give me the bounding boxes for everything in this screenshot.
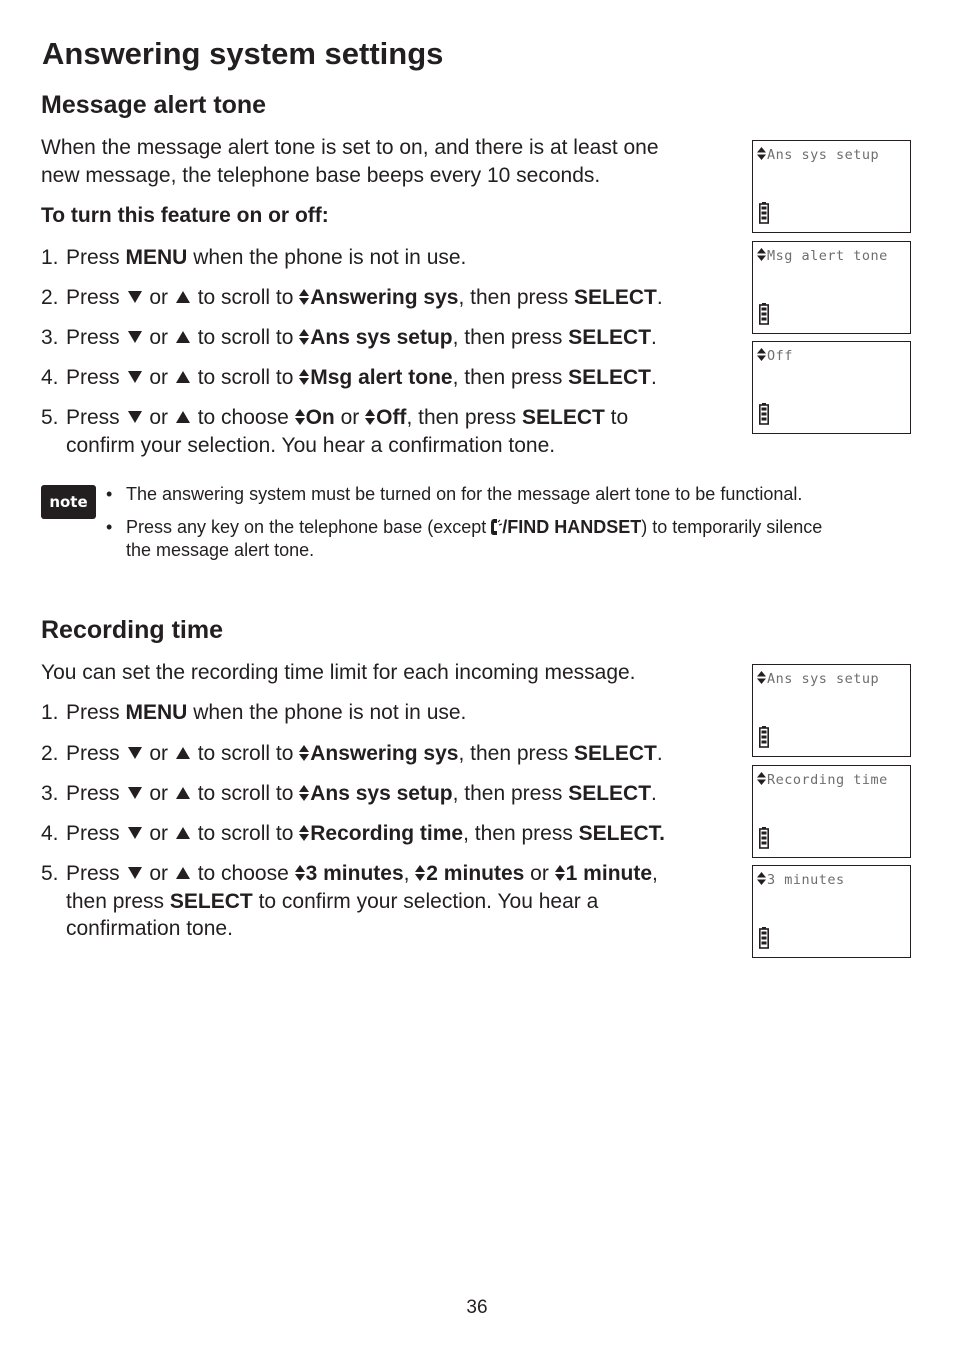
- step-number: 5.: [41, 862, 59, 885]
- up-arrow-icon: [176, 331, 190, 343]
- key-label: SELECT: [169, 889, 253, 913]
- step-number: 2.: [41, 742, 59, 765]
- up-arrow-icon: [176, 827, 190, 839]
- down-arrow-icon: [128, 787, 142, 799]
- step-number: 3.: [41, 326, 59, 349]
- lcd-text: Ans sys setup: [767, 671, 880, 687]
- lcd-screen: [752, 664, 911, 757]
- battery-icon: [759, 303, 769, 325]
- lcd-text: 3 minutes: [767, 872, 845, 888]
- battery-icon: [759, 726, 769, 748]
- step-number: 4.: [41, 366, 59, 389]
- down-arrow-icon: [128, 827, 142, 839]
- scroll-arrows-icon: [415, 865, 425, 881]
- battery-icon: [759, 403, 769, 425]
- battery-icon: [759, 927, 769, 949]
- menu-option: 2 minutes: [426, 862, 525, 885]
- subheading-feature-toggle: To turn this feature on or off:: [41, 204, 329, 227]
- scroll-arrows-icon: [299, 745, 309, 761]
- intro-line: When the message alert tone is set to on, and there is at least one: [41, 136, 659, 159]
- step-item: 1. Press MENU when the phone is not in use.: [41, 699, 731, 727]
- key-label: MENU: [125, 246, 188, 269]
- step-item: 4. Press or to scroll to Msg alert tone, then press SELECT.: [41, 364, 731, 392]
- lcd-screen: [752, 241, 911, 334]
- up-arrow-icon: [176, 291, 190, 303]
- section-heading-recording-time: Recording time: [41, 616, 223, 644]
- note-item: • The answering system must be turned on for the message alert tone to be functional.: [106, 484, 803, 504]
- menu-option: 1 minute: [565, 862, 653, 885]
- scroll-arrows-icon: [299, 329, 309, 345]
- scroll-arrows-icon: [757, 248, 766, 261]
- step-item: 5. Press or to choose On or Off, then press SELECT to confirm your selection. You hear a confirmation tone.: [41, 406, 629, 457]
- key-label: SELECT: [568, 782, 652, 805]
- menu-option: 3 minutes: [305, 862, 404, 885]
- intro-line: new message, the telephone base beeps every 10 seconds.: [41, 163, 601, 187]
- lcd-text: Recording time: [767, 772, 888, 788]
- menu-option: Ans sys setup: [310, 326, 453, 349]
- menu-option: Answering sys: [310, 742, 459, 765]
- down-arrow-icon: [128, 291, 142, 303]
- key-label: /FIND HANDSET: [502, 517, 642, 537]
- up-arrow-icon: [176, 787, 190, 799]
- battery-icon: [759, 827, 769, 849]
- down-arrow-icon: [128, 371, 142, 383]
- step-item: 3. Press or to scroll to Ans sys setup, then press SELECT.: [41, 324, 731, 352]
- step-number: 4.: [41, 822, 59, 845]
- down-arrow-icon: [128, 411, 142, 423]
- scroll-arrows-icon: [757, 348, 766, 361]
- key-label: SELECT: [568, 366, 651, 389]
- key-label: SELECT: [574, 742, 657, 765]
- lcd-text: Off: [767, 348, 793, 364]
- step-number: 5.: [41, 406, 59, 429]
- key-label: SELECT: [568, 326, 652, 349]
- menu-option: Off: [376, 406, 407, 429]
- key-label: MENU: [125, 701, 188, 724]
- battery-icon: [759, 202, 769, 224]
- section-heading-message-alert: Message alert tone: [41, 91, 267, 119]
- scroll-arrows-icon: [299, 369, 309, 385]
- scroll-arrows-icon: [757, 872, 766, 885]
- menu-option: Recording time: [310, 822, 464, 845]
- step-number: 3.: [41, 782, 59, 805]
- note-badge: note: [41, 485, 96, 519]
- step-number: 1.: [41, 246, 59, 269]
- lcd-screen: [752, 341, 911, 434]
- scroll-arrows-icon: [295, 865, 305, 881]
- lcd-screen: [752, 140, 911, 233]
- menu-option: Msg alert tone: [310, 366, 453, 389]
- down-arrow-icon: [128, 331, 142, 343]
- lcd-text: Ans sys setup: [767, 147, 880, 163]
- up-arrow-icon: [176, 747, 190, 759]
- step-item: 1. Press MENU when the phone is not in use.: [41, 244, 731, 272]
- down-arrow-icon: [128, 747, 142, 759]
- step-item: 5. Press or to choose 3 minutes, 2 minutes or 1 minute, then press SELECT to confirm your selection. You hear a confirmation tone.: [41, 862, 658, 940]
- scroll-arrows-icon: [757, 772, 766, 785]
- step-item: 3. Press or to scroll to Ans sys setup, then press SELECT.: [41, 780, 731, 808]
- scroll-arrows-icon: [555, 865, 565, 881]
- scroll-arrows-icon: [757, 147, 766, 160]
- up-arrow-icon: [176, 371, 190, 383]
- scroll-arrows-icon: [299, 289, 309, 305]
- page-number: 36: [466, 1297, 488, 1318]
- key-label: SELECT.: [578, 822, 666, 845]
- down-arrow-icon: [128, 867, 142, 879]
- scroll-arrows-icon: [299, 825, 309, 841]
- step-item: 4. Press or to scroll to Recording time, then press SELECT.: [41, 820, 731, 848]
- menu-option: Ans sys setup: [310, 782, 453, 805]
- step-item: 2. Press or to scroll to Answering sys, then press SELECT.: [41, 284, 731, 312]
- key-label: SELECT: [574, 286, 657, 309]
- lcd-screen: [752, 865, 911, 958]
- message-alert-intro: [41, 134, 659, 189]
- step-number: 2.: [41, 286, 59, 309]
- scroll-arrows-icon: [757, 671, 766, 684]
- lcd-text: Msg alert tone: [767, 248, 888, 264]
- recording-intro: You can set the recording time limit for each incoming message.: [41, 661, 636, 684]
- key-label: SELECT: [522, 406, 605, 429]
- scroll-arrows-icon: [365, 409, 375, 425]
- menu-option: Answering sys: [310, 286, 459, 309]
- lcd-screen: [752, 765, 911, 858]
- bullet: •: [106, 484, 113, 504]
- scroll-arrows-icon: [295, 409, 305, 425]
- up-arrow-icon: [176, 867, 190, 879]
- step-item: 2. Press or to scroll to Answering sys, then press SELECT.: [41, 740, 731, 768]
- handset-icon: [491, 518, 502, 535]
- scroll-arrows-icon: [299, 785, 309, 801]
- menu-option: On: [305, 406, 335, 429]
- note-item: • Press any key on the telephone base (except /FIND HANDSET) to temporarily silence the message alert tone.: [106, 517, 823, 560]
- step-number: 1.: [41, 701, 59, 724]
- bullet: •: [106, 517, 113, 537]
- up-arrow-icon: [176, 411, 190, 423]
- page-title: Answering system settings: [42, 36, 444, 71]
